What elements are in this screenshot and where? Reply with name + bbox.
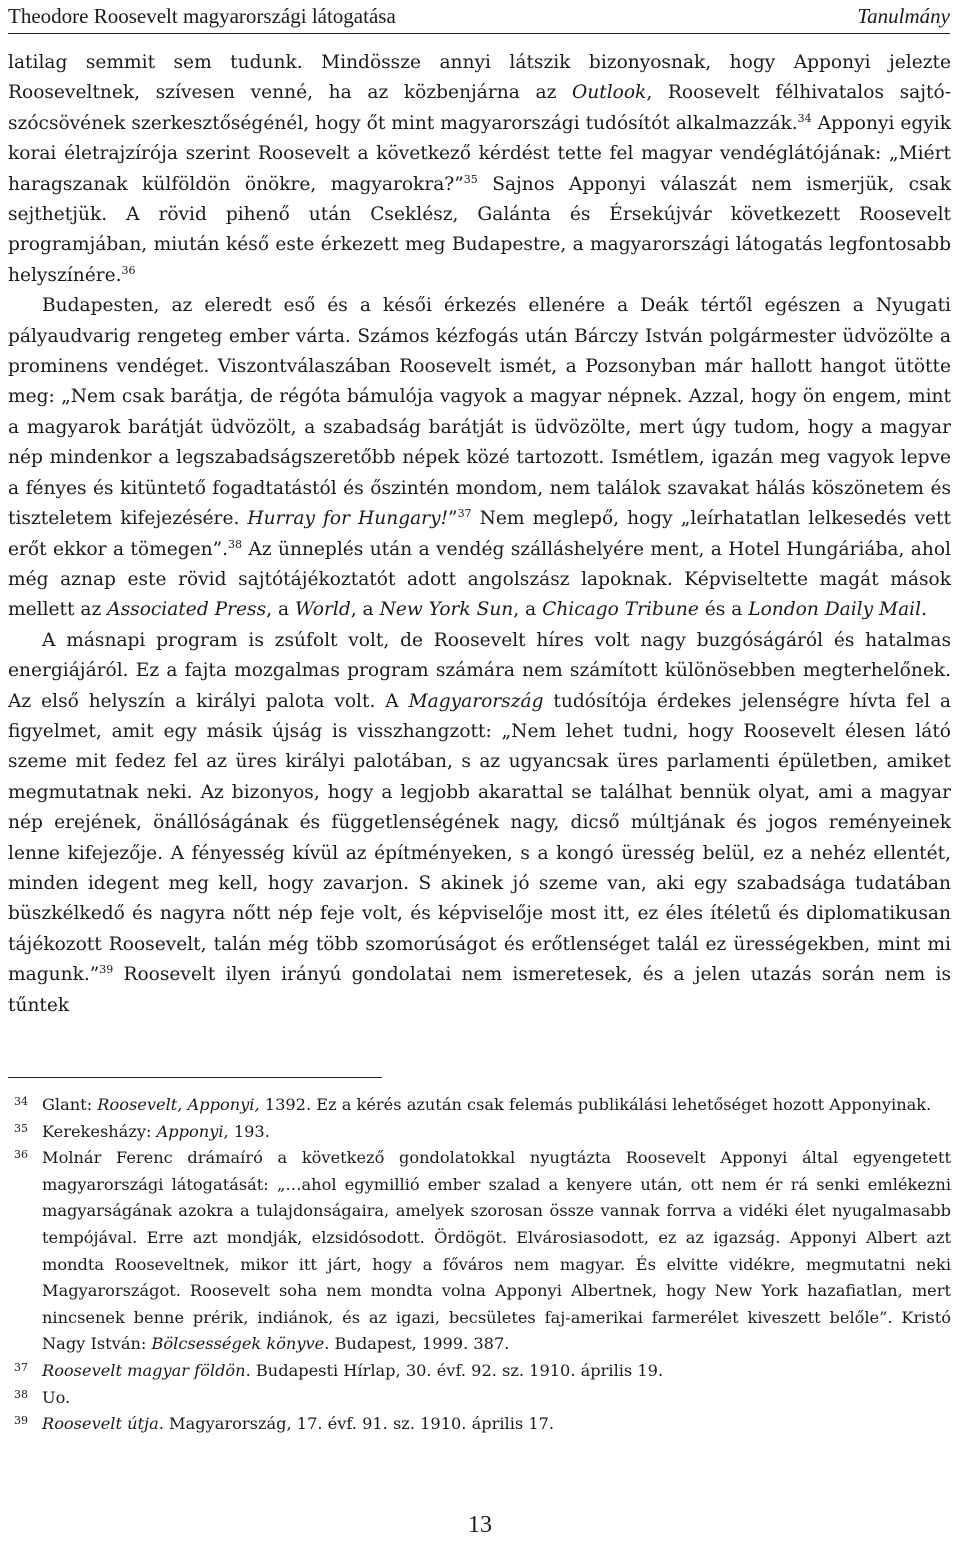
italic-text: Roosevelt útja bbox=[42, 1414, 159, 1434]
body-text bbox=[8, 48, 951, 1021]
text-run: ” bbox=[448, 508, 458, 530]
footnote-text bbox=[42, 1358, 951, 1385]
text-run: . bbox=[921, 599, 927, 621]
footnote-number: 36 bbox=[14, 1148, 28, 1162]
footnote bbox=[8, 1092, 951, 1119]
italic-text: Roosevelt magyar földön bbox=[42, 1360, 246, 1380]
header-title: Theodore Roosevelt magyarországi látogatása bbox=[8, 4, 396, 28]
italic-text: Roosevelt, Apponyi, bbox=[97, 1095, 260, 1114]
italic-text: Apponyi bbox=[156, 1121, 224, 1141]
text-run: , a bbox=[350, 599, 380, 621]
text-run: . Magyarország, 17. évf. 91. sz. 1910. április 17. bbox=[158, 1414, 555, 1434]
footnotes bbox=[8, 1092, 951, 1438]
text-run: Nem meglepő, hogy „leírhatatlan lelkesedés vett erőt ekkor a tömegen”. bbox=[8, 508, 951, 560]
footnote bbox=[8, 1411, 951, 1438]
text-run: , a bbox=[513, 599, 543, 621]
footnote-number: 39 bbox=[14, 1414, 28, 1428]
text-run: tudósítója érdekes jelenségre hívta fel a figyelmet, amit egy másik újság is visszhangzott: „Nem lehet tudni, hogy Roosevelt élesen látó szeme mit fedez fel az üres királyi palotában, s az ugyancsak üres parlamenti épületben, amiket megmutatnak neki. Az bizonyos, hogy a legjobb akarattal se találhat bennük olyat, ami a magyar nép erejének, önállóságának és függetlenségének nagy, dicső múltjának és jogos reményeinek lenne kifejezője. A fényesség kívül az építményeken, s a kongó üresség belül, ez a nehéz ellentét, minden idegent meg kell, hogy zavarjon. S akinek jó szeme van, aki egy szabadsága tudatában büszkélkedő és nagyra nőtt nép feje volt, és képviselője most itt, ez éles ítéletű és diplomatikusan tájékozott Roosevelt, talán még több szomorúságot és erőtlenséget talál ez ürességekben, mint mi magunk.” bbox=[8, 690, 951, 986]
text-run: Apponyi egyik korai életrajzírója szerint Roosevelt a következő kérdést tette fel magyar vendéglátójának: „Miért haragszanak külföldön önökre, magyarokra?” bbox=[8, 112, 951, 195]
italic-text: Associated Press bbox=[107, 599, 267, 621]
footnote-ref: 38 bbox=[228, 537, 243, 551]
italic-text: Magyarország bbox=[408, 690, 544, 712]
text-run: Budapesten, az eleredt eső és a késői érkezés ellenére a Deák tértől egészen a Nyugati pályaudvarig rengeteg ember várta. Számos kézfogás után Bárczy István polgármester üdvözölte a prominens vendéget. Viszontválaszában Roosevelt ismét, a Pozsonyban már hallott hangot ütötte meg: „Nem csak barátja, de régóta bámulója vagyok a magyar népnek. Azzal, hogy ön engem, mint a magyarok barátját üdvözölt, a szabadság barátját is üdvözölte, mert úgy tudom, hogy a magyar nép mindenkor a legszabadságszeretőbb népek közé tartozott. Ismétlem, igazán meg vagyok lepve a fényes és kitüntető fogadtatástól és őszintén mondom, nem találok szavakat hálás köszönetem és tiszteletem kifejezésére. bbox=[8, 295, 951, 530]
footnote-number: 38 bbox=[14, 1387, 28, 1401]
text-run: Kerekesházy: bbox=[42, 1121, 157, 1141]
footnote-ref: 37 bbox=[457, 507, 472, 521]
footnote-text bbox=[42, 1385, 951, 1412]
text-run: latilag semmit sem tudunk. Mindössze annyi látszik bizonyosnak, hogy Apponyi jelezte Rooseveltnek, szívesen venné, ha az közbenjárna az bbox=[8, 52, 951, 104]
text-run: 1392. Ez a kérés azután csak felemás publikálási lehetőséget hozott Apponyinak. bbox=[259, 1095, 932, 1114]
page-number: 13 bbox=[468, 1512, 492, 1538]
italic-text: Bölcsességek könyve bbox=[151, 1334, 325, 1354]
text-run: , a bbox=[266, 599, 295, 621]
text-run: Molnár Ferenc drámaíró a következő gondolatokkal nyugtázta Roosevelt Apponyi által egyengetett magyarországi látogatását: „…ahol egymillió ember szalad a kenyere után, ott nem ér rá senki emlékezni magyarságának azokra a tulajdonságaira, amelyek szorosan össze vannak forrva a vidéki élet nyugalmasabb tempójával. Erre azt mondják, elzsidósodott. Ördögöt. Elvárosiasodott, ez az igazság. Apponyi Albert azt mondta Rooseveltnek, mikor itt járt, hogy a főváros nem magyar. És elvitte vidékre, megmutatni neki Magyarországot. Roosevelt soha nem mondta volna Apponyi Albertnek, hogy New York hazafiatlan, mert nincsenek benne prérik, indiánok, és az igazi, becsületes faj-amerikai farmerélet kiveszett belőle”. Kristó Nagy István: bbox=[42, 1148, 951, 1354]
italic-text: Hurray for Hungary! bbox=[247, 508, 449, 530]
text-run: Az ünneplés után a vendég szálláshelyére ment, a Hotel Hungáriába, ahol még aznap este rövid sajtótájékoztatót adott angolszász lapoknak. Képviseltette magát mások mellett az bbox=[8, 538, 951, 621]
paragraph bbox=[8, 48, 951, 291]
italic-text: Chicago Tribune bbox=[542, 599, 699, 621]
footnote bbox=[8, 1358, 951, 1385]
footnote-ref: 34 bbox=[797, 111, 812, 125]
paragraph bbox=[8, 291, 951, 625]
running-header bbox=[8, 0, 950, 34]
text-run: Glant: bbox=[42, 1095, 98, 1114]
footnote-text bbox=[42, 1092, 951, 1119]
footnote-number: 35 bbox=[14, 1121, 28, 1135]
footnote-text bbox=[42, 1411, 951, 1438]
text-run: , Roosevelt félhivatalos sajtószócsövének szerkesztőségénél, hogy őt mint magyarországi tudósítót alkalmazzák. bbox=[8, 82, 951, 134]
footnote-ref: 36 bbox=[121, 263, 136, 277]
text-run: A másnapi program is zsúfolt volt, de Roosevelt híres volt nagy buzgóságáról és hatalmas energiájáról. Ez a fajta mozgalmas program számára nem számított különösebben megterhelőnek. Az első helyszín a királyi palota volt. A bbox=[8, 629, 951, 712]
footnote-text bbox=[42, 1145, 951, 1358]
text-run: . Budapest, 1999. 387. bbox=[324, 1334, 510, 1354]
header-section: Tanulmány bbox=[857, 4, 950, 28]
footnote bbox=[8, 1119, 951, 1146]
footnote-number: 37 bbox=[14, 1360, 28, 1374]
text-run: Uo. bbox=[42, 1387, 71, 1407]
footnote bbox=[8, 1385, 951, 1412]
italic-text: New York Sun bbox=[379, 599, 514, 621]
footnote-ref: 39 bbox=[99, 963, 114, 977]
footnote-text bbox=[42, 1119, 951, 1146]
text-run: Sajnos Apponyi válaszát nem ismerjük, csak sejthetjük. A rövid pihenő után Cseklész, Galánta és Érsekújvár következett Roosevelt programjában, miután késő este érkezett meg Budapestre, a magyarországi látogatás legfontosabb helyszínére. bbox=[8, 173, 951, 286]
text-run: Roosevelt ilyen irányú gondolatai nem ismeretesek, és a jelen utazás során nem is tűntek bbox=[8, 964, 951, 1016]
italic-text: London Daily Mail bbox=[748, 599, 922, 621]
text-run: és a bbox=[698, 599, 749, 621]
footnote-number: 34 bbox=[14, 1095, 28, 1108]
italic-text: Outlook bbox=[572, 82, 647, 104]
footnote bbox=[8, 1145, 951, 1358]
text-run: . Budapesti Hírlap, 30. évf. 92. sz. 1910. április 19. bbox=[245, 1360, 664, 1380]
paragraph bbox=[8, 626, 951, 1021]
italic-text: World bbox=[294, 599, 351, 621]
footnote-separator bbox=[8, 1077, 382, 1078]
text-run: , 193. bbox=[223, 1121, 270, 1141]
footnote-ref: 35 bbox=[463, 172, 478, 186]
